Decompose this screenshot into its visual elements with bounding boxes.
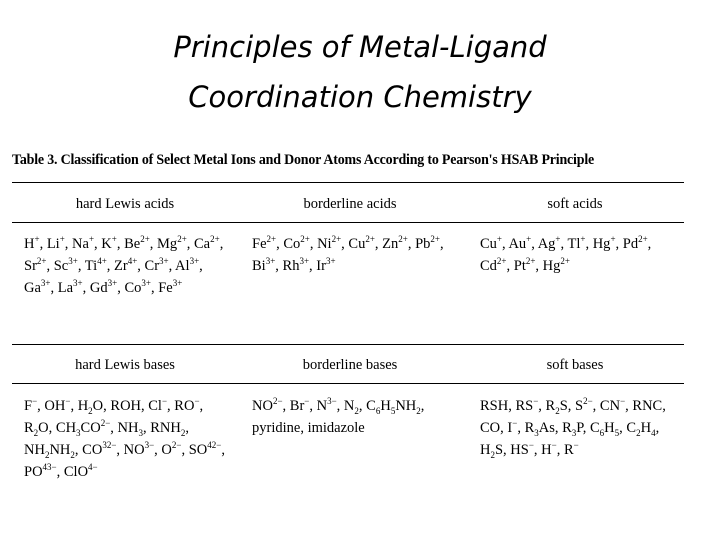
table-rule-top [12,182,684,183]
cell-borderline-acids: $Fe^{2+}$, $Co^{2+}$, $Ni^{2+}$, $Cu^{2+}$, $Zn^{2+}$, $Pb^{2+}$, $Bi^{3+}$, $Rh^{3+}$, $Ir^{3+}$ [252,234,444,274]
header-hard-acids: hard Lewis acids [75,196,175,212]
table-rule-acid-header [12,222,684,223]
table-rule-base-header [12,383,684,384]
cell-borderline-bases: $NO^{2-}$, Br−, $N^{3-}$, $N_2$, $C_6H_5NH_2$, pyridine, imidazole [252,396,425,436]
cell-soft-bases: RSH, RS−, $R_2S$, $S^{2-}$, CN−, RNC, CO, I−, $R_3As$, $R_3P$, $C_6H_5$, $C_2H_4$, $H_2S$, HS−, H−, R− [480,396,666,460]
header-soft-bases: soft bases [546,357,604,373]
cell-hard-acids: H+, Li+, Na+, K+, $Be^{2+}$, $Mg^{2+}$, $Ca^{2+}$, $Sr^{2+}$, $Sc^{3+}$, $Ti^{4+}$, $Zr^{4+}$, $Cr^{3+}$, $Al^{3+}$, $Ga^{3+}$, $La^{3+}$, $Gd^{3+}$, $Co^{3+}$, $Fe^{3+}$ [24,234,224,296]
cell-soft-acids: Cu+, Au+, Ag+, Tl+, Hg+, $Pd^{2+}$, $Cd^{2+}$, $Pt^{2+}$, $Hg^{2+}$ [480,234,652,274]
table-rule-middle [12,344,684,345]
slide-title-line-2: Coordination Chemistry [188,80,532,114]
header-soft-acids: soft acids [547,196,603,212]
header-borderline-bases: borderline bases [302,357,398,373]
cell-hard-bases: F−, OH−, $H_2O$, ROH, Cl−, RO−, $R_2O$, $CH_3CO^{2-}$, $NH_3$, $RNH_2$, $NH_2NH_2$, $CO^{32-}$, $NO^{3-}$, $O^{2-}$, $SO^{42-}$, $PO^{43-}$, ClO$^{4-}$ [24,396,225,480]
header-borderline-acids: borderline acids [303,196,397,212]
slide-title [0,22,720,122]
header-hard-bases: hard Lewis bases [75,357,175,373]
table-caption: Table 3. Classification of Select Metal Ions and Donor Atoms According to Pearson's HSAB Principle [12,152,595,168]
slide-title-line-1: Principles of Metal-Ligand [173,30,547,64]
